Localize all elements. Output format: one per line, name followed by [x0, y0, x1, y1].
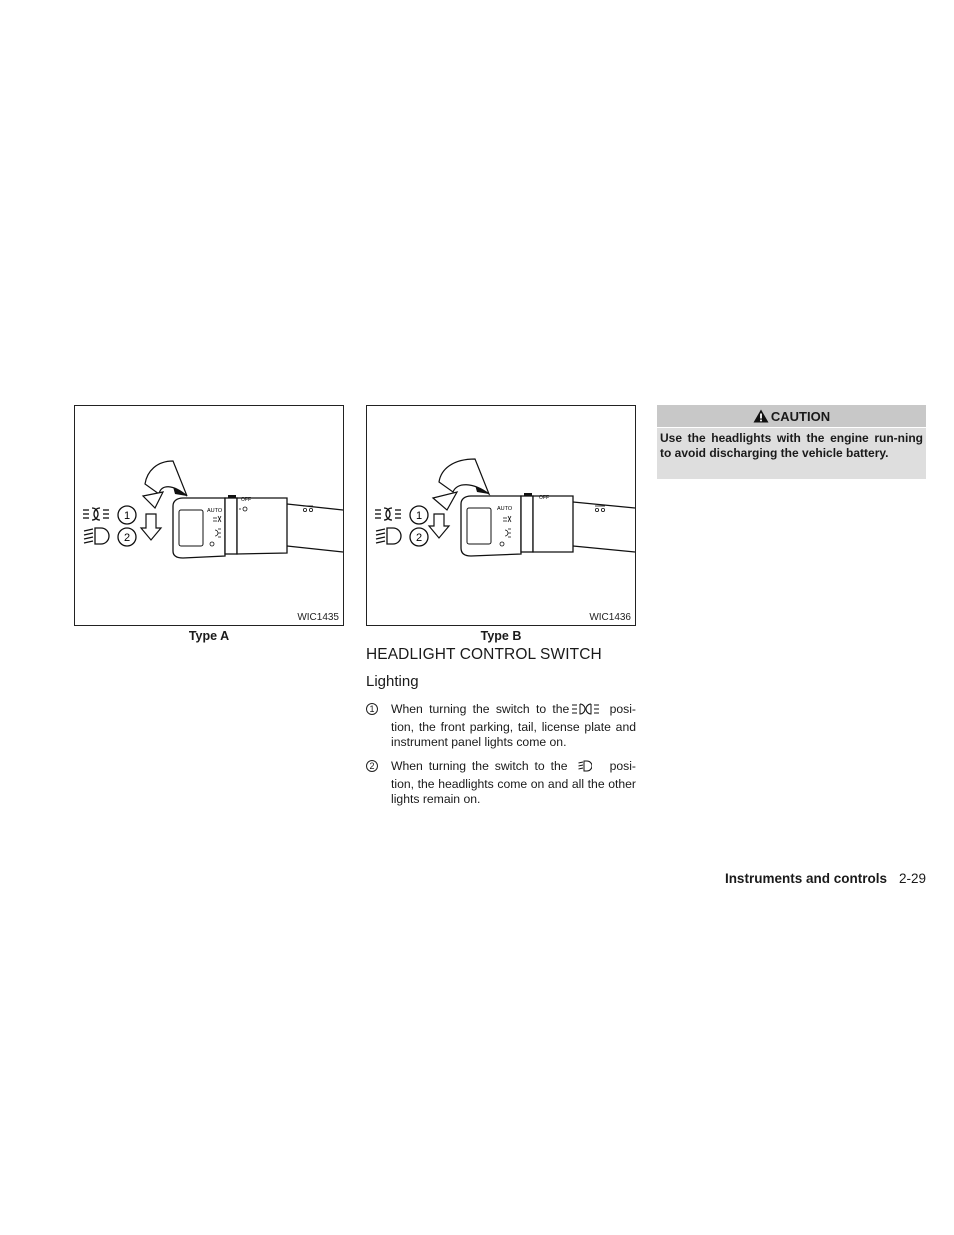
- item-text-before: When turning the switch to the: [391, 759, 568, 773]
- page-number: 2-29: [898, 871, 926, 886]
- headlight-icon: [376, 528, 401, 544]
- figure-code: WIC1435: [297, 612, 339, 623]
- warning-icon: [753, 409, 769, 423]
- item-text-after: posi-tion, the headlights come on and all the other lights remain on.: [391, 759, 636, 806]
- headlight-icon: [84, 528, 109, 544]
- list-item: [366, 759, 636, 809]
- parking-light-icon: [83, 508, 109, 520]
- down-arrow: [141, 514, 161, 540]
- caution-header: [657, 405, 926, 427]
- figure-type-b: [366, 405, 636, 626]
- marker-2: 2: [123, 532, 131, 544]
- down-arrow: [429, 514, 449, 538]
- section-subtitle: Lighting: [366, 673, 419, 690]
- page-footer: [725, 871, 926, 886]
- headlight-icon: [578, 760, 592, 777]
- auto-label: AUTO: [207, 508, 223, 514]
- off-label: OFF: [539, 495, 549, 501]
- parking-light-icon: [571, 703, 601, 720]
- section-title: HEADLIGHT CONTROL SWITCH: [366, 646, 602, 663]
- headlight-switch-illustration: [75, 406, 343, 625]
- caution-text: Use the headlights with the engine run-ning to avoid discharging the vehicle battery.: [657, 428, 926, 479]
- figure-caption-b: Type B: [480, 629, 522, 643]
- marker-2: 2: [415, 532, 423, 544]
- figure-caption-a: Type A: [188, 629, 230, 643]
- figure-type-a: [74, 405, 344, 626]
- marker-1: 1: [415, 510, 423, 522]
- auto-label: AUTO: [497, 506, 513, 512]
- item-text-after: posi-tion, the front parking, tail, license plate and instrument panel lights come on.: [391, 702, 636, 749]
- parking-light-icon: [375, 508, 401, 520]
- list-item: [366, 702, 636, 752]
- item-number: 2: [366, 760, 378, 772]
- figure-code: WIC1436: [589, 612, 631, 623]
- off-label: OFF: [241, 497, 251, 503]
- item-number: 1: [366, 703, 378, 715]
- caution-title: CAUTION: [770, 408, 831, 424]
- footer-section: Instruments and controls: [724, 871, 887, 886]
- item-text-before: When turning the switch to the: [391, 702, 570, 716]
- marker-1: 1: [123, 510, 131, 522]
- headlight-switch-illustration: [367, 406, 635, 625]
